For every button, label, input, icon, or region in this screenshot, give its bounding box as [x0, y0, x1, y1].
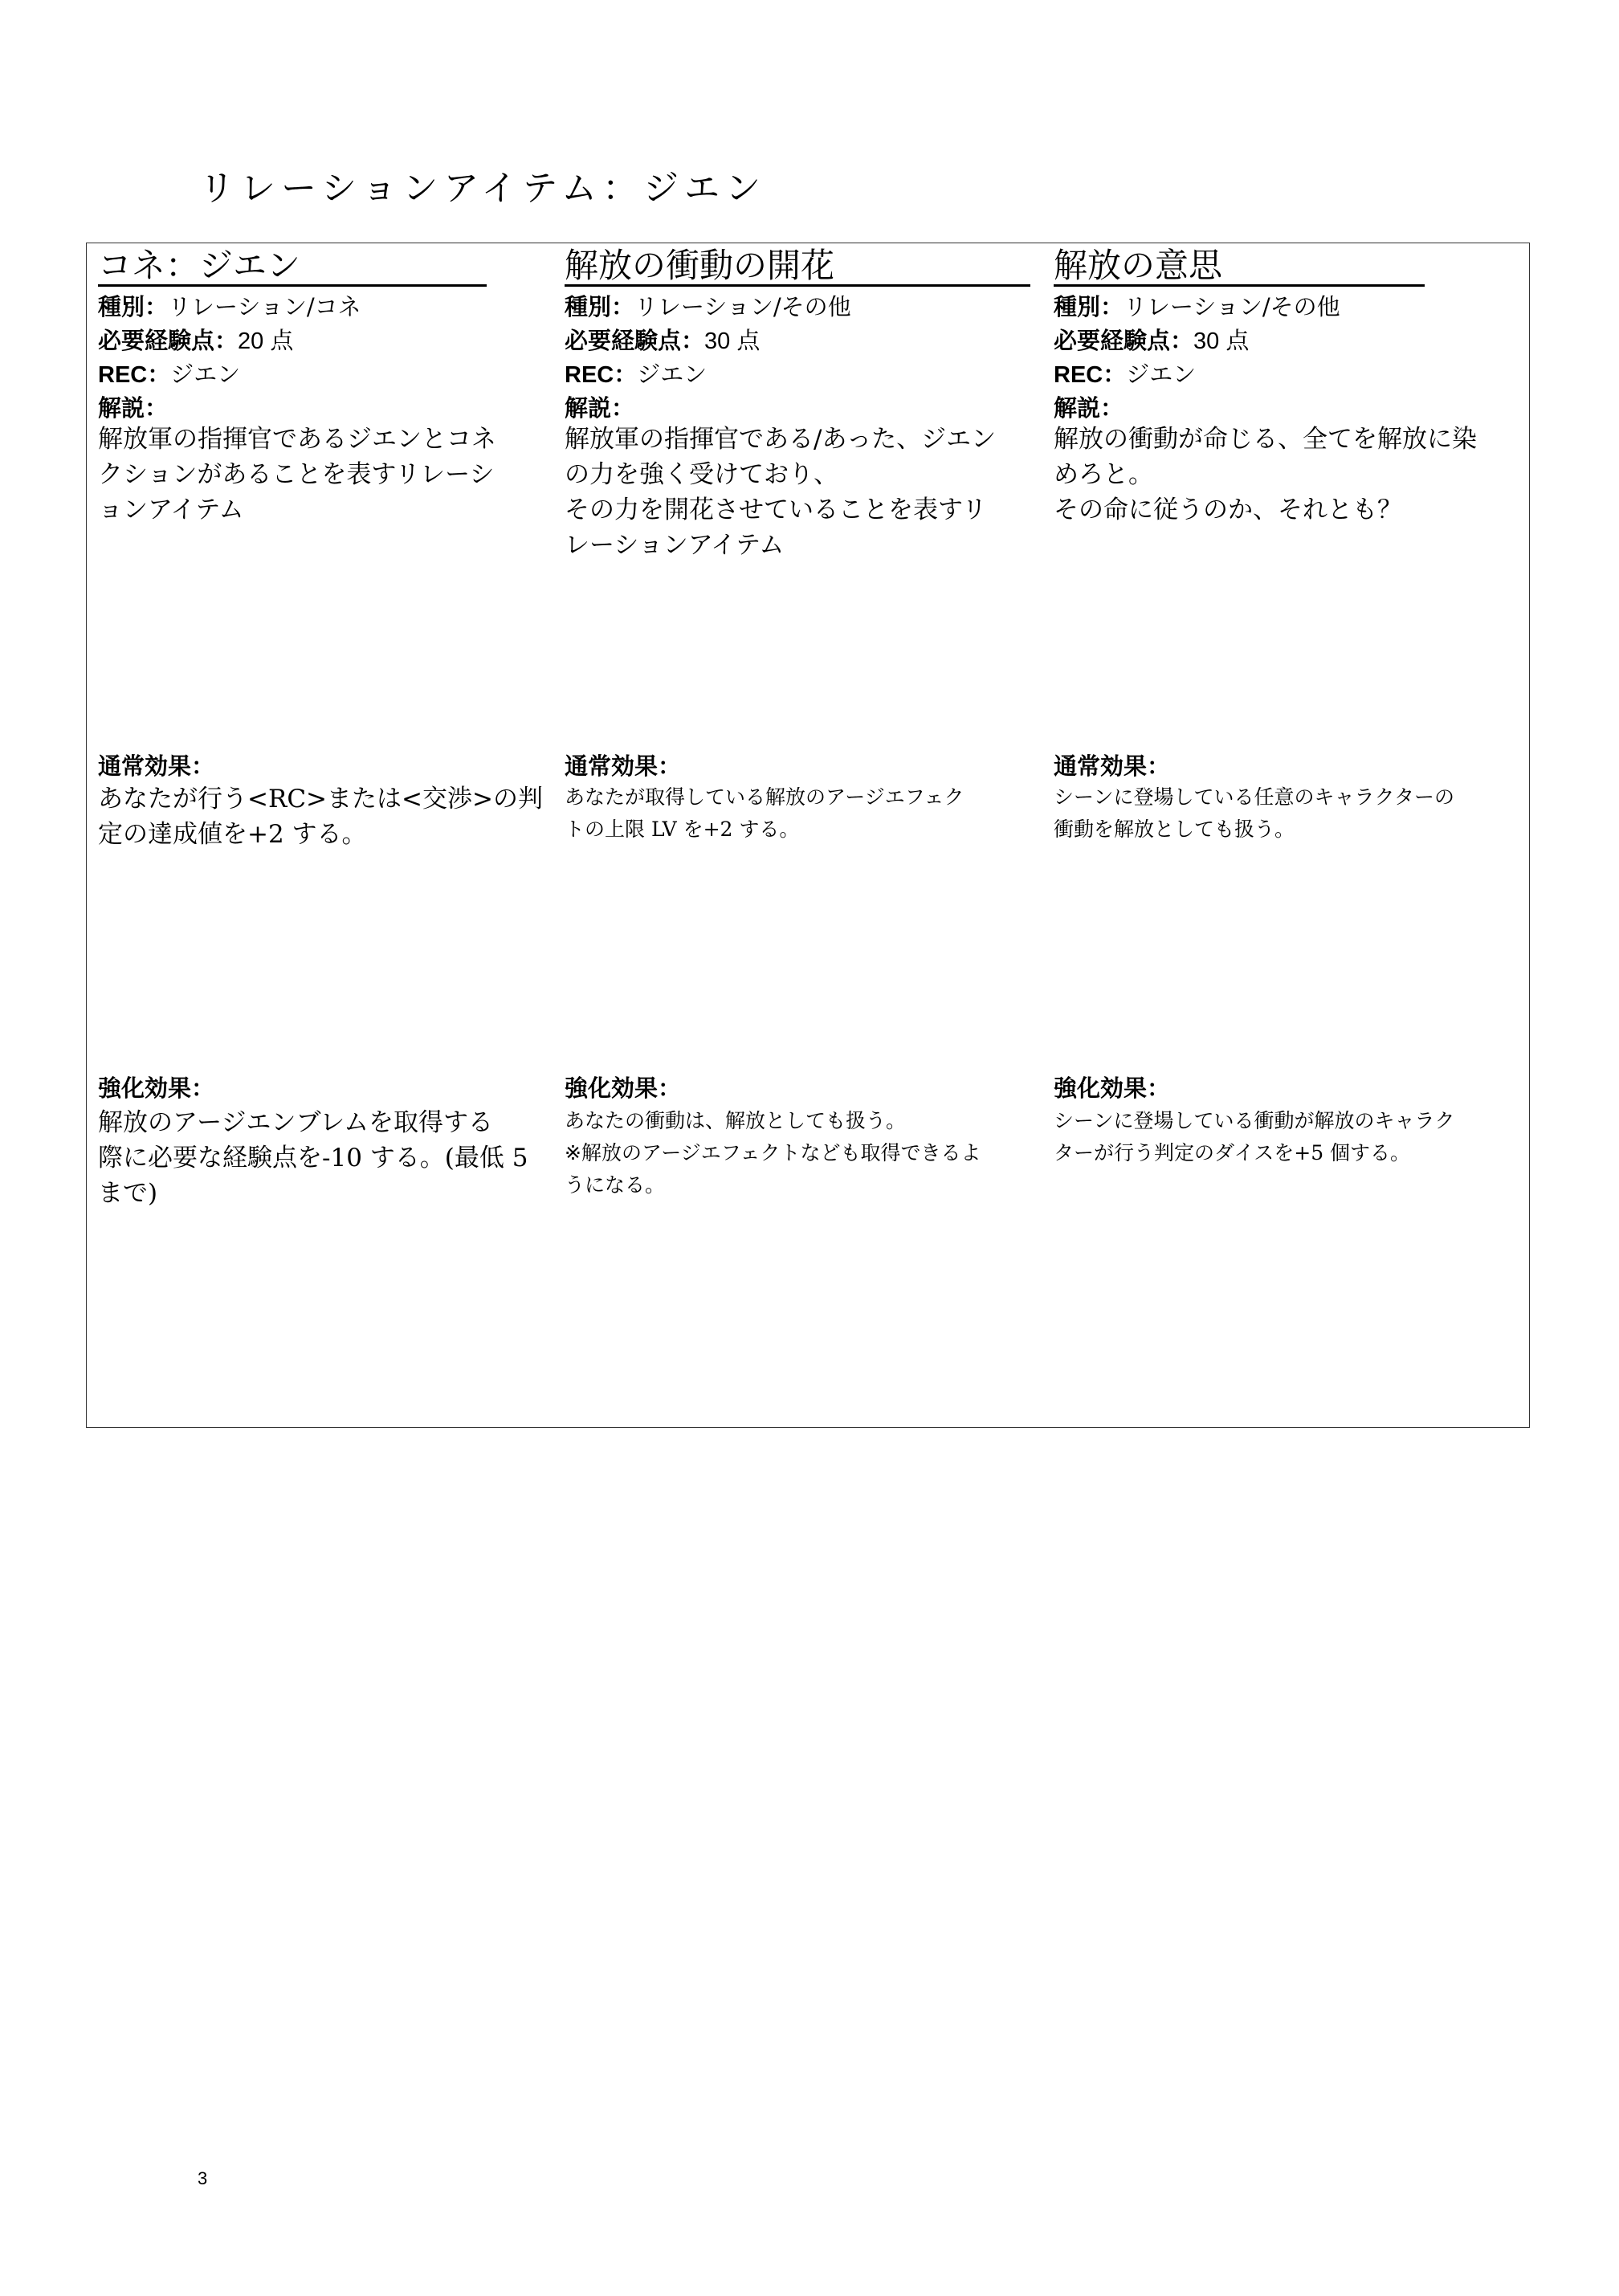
type-value: リレーション/その他 — [634, 293, 851, 320]
normal-effect-label: 通常効果： — [1054, 754, 1171, 780]
rec-value: ジエン — [637, 361, 708, 388]
page-title: リレーションアイテム：ジエン — [199, 168, 767, 209]
rec-line — [565, 357, 707, 392]
description-text: 解放軍の指揮官であるジエンとコネ クションがあることを表すリレーシ ョンアイテム — [98, 425, 496, 524]
normal-effect-text: あなたが行う<RC>または<交渉>の判 定の達成値を+2 する。 — [98, 785, 543, 849]
type-line — [565, 290, 851, 324]
rec-label: REC： — [565, 362, 638, 388]
enhanced-effect-text: シーンに登場している衝動が解放のキャラク ターが行う判定のダイスを+5 個する。 — [1054, 1109, 1455, 1164]
type-label: 種別： — [98, 295, 169, 320]
card-name: コネ：ジエン — [98, 246, 301, 285]
exp-label: 必要経験点： — [98, 328, 239, 354]
rec-value: ジエン — [170, 361, 241, 388]
exp-line — [98, 324, 293, 358]
normal-effect-label: 通常効果： — [98, 754, 215, 780]
exp-line — [565, 324, 760, 358]
description-text: 解放軍の指揮官である/あった、ジエン の力を強く受けており、 その力を開花させていることを表すリ レーションアイテム — [565, 425, 997, 560]
exp-value: 30 点 — [704, 328, 761, 354]
rec-line — [1054, 357, 1196, 392]
exp-label: 必要経験点： — [1054, 328, 1194, 354]
page-number: 3 — [198, 2168, 208, 2188]
type-line — [98, 290, 361, 324]
exp-line — [1054, 324, 1249, 358]
normal-effect-text: シーンに登場している任意のキャラクターの 衝動を解放としても扱う。 — [1054, 785, 1455, 841]
card-name-underline — [565, 284, 1030, 287]
enhanced-effect-label: 強化効果： — [98, 1076, 215, 1102]
card-name: 解放の意思 — [1054, 246, 1223, 285]
card-name-underline — [1054, 284, 1425, 287]
enhanced-effect-label: 強化効果： — [1054, 1076, 1171, 1102]
type-label: 種別： — [565, 295, 635, 320]
desc-label: 解説： — [98, 396, 169, 422]
rec-value: ジエン — [1126, 361, 1197, 388]
rec-line — [98, 357, 240, 392]
enhanced-effect-text: あなたの衝動は、解放としても扱う。 ※解放のアージエフェクトなども取得できるよ うになる。 — [565, 1109, 981, 1197]
type-value: リレーション/コネ — [168, 293, 361, 320]
enhanced-effect-label: 強化効果： — [565, 1076, 682, 1102]
normal-effect-text: あなたが取得している解放のアージエフェク トの上限 LV を+2 する。 — [565, 785, 964, 841]
desc-label: 解説： — [565, 396, 635, 422]
rec-label: REC： — [1054, 362, 1127, 388]
exp-value: 30 点 — [1193, 328, 1250, 354]
type-value: リレーション/その他 — [1124, 293, 1340, 320]
desc-label: 解説： — [1054, 396, 1124, 422]
type-line — [1054, 290, 1340, 324]
type-label: 種別： — [1054, 295, 1124, 320]
enhanced-effect-text: 解放のアージエンブレムを取得する 際に必要な経験点を-10 する。(最低 5 まで) — [98, 1108, 528, 1208]
exp-label: 必要経験点： — [565, 328, 705, 354]
relation-item-table — [86, 243, 1530, 1428]
rec-label: REC： — [98, 362, 171, 388]
normal-effect-label: 通常効果： — [565, 754, 682, 780]
card-name: 解放の衝動の開花 — [565, 246, 835, 285]
card-name-underline — [98, 284, 487, 287]
description-text: 解放の衝動が命じる、全てを解放に染 めろと。 その命に従うのか、それとも？ — [1054, 425, 1477, 524]
exp-value: 20 点 — [238, 328, 294, 354]
